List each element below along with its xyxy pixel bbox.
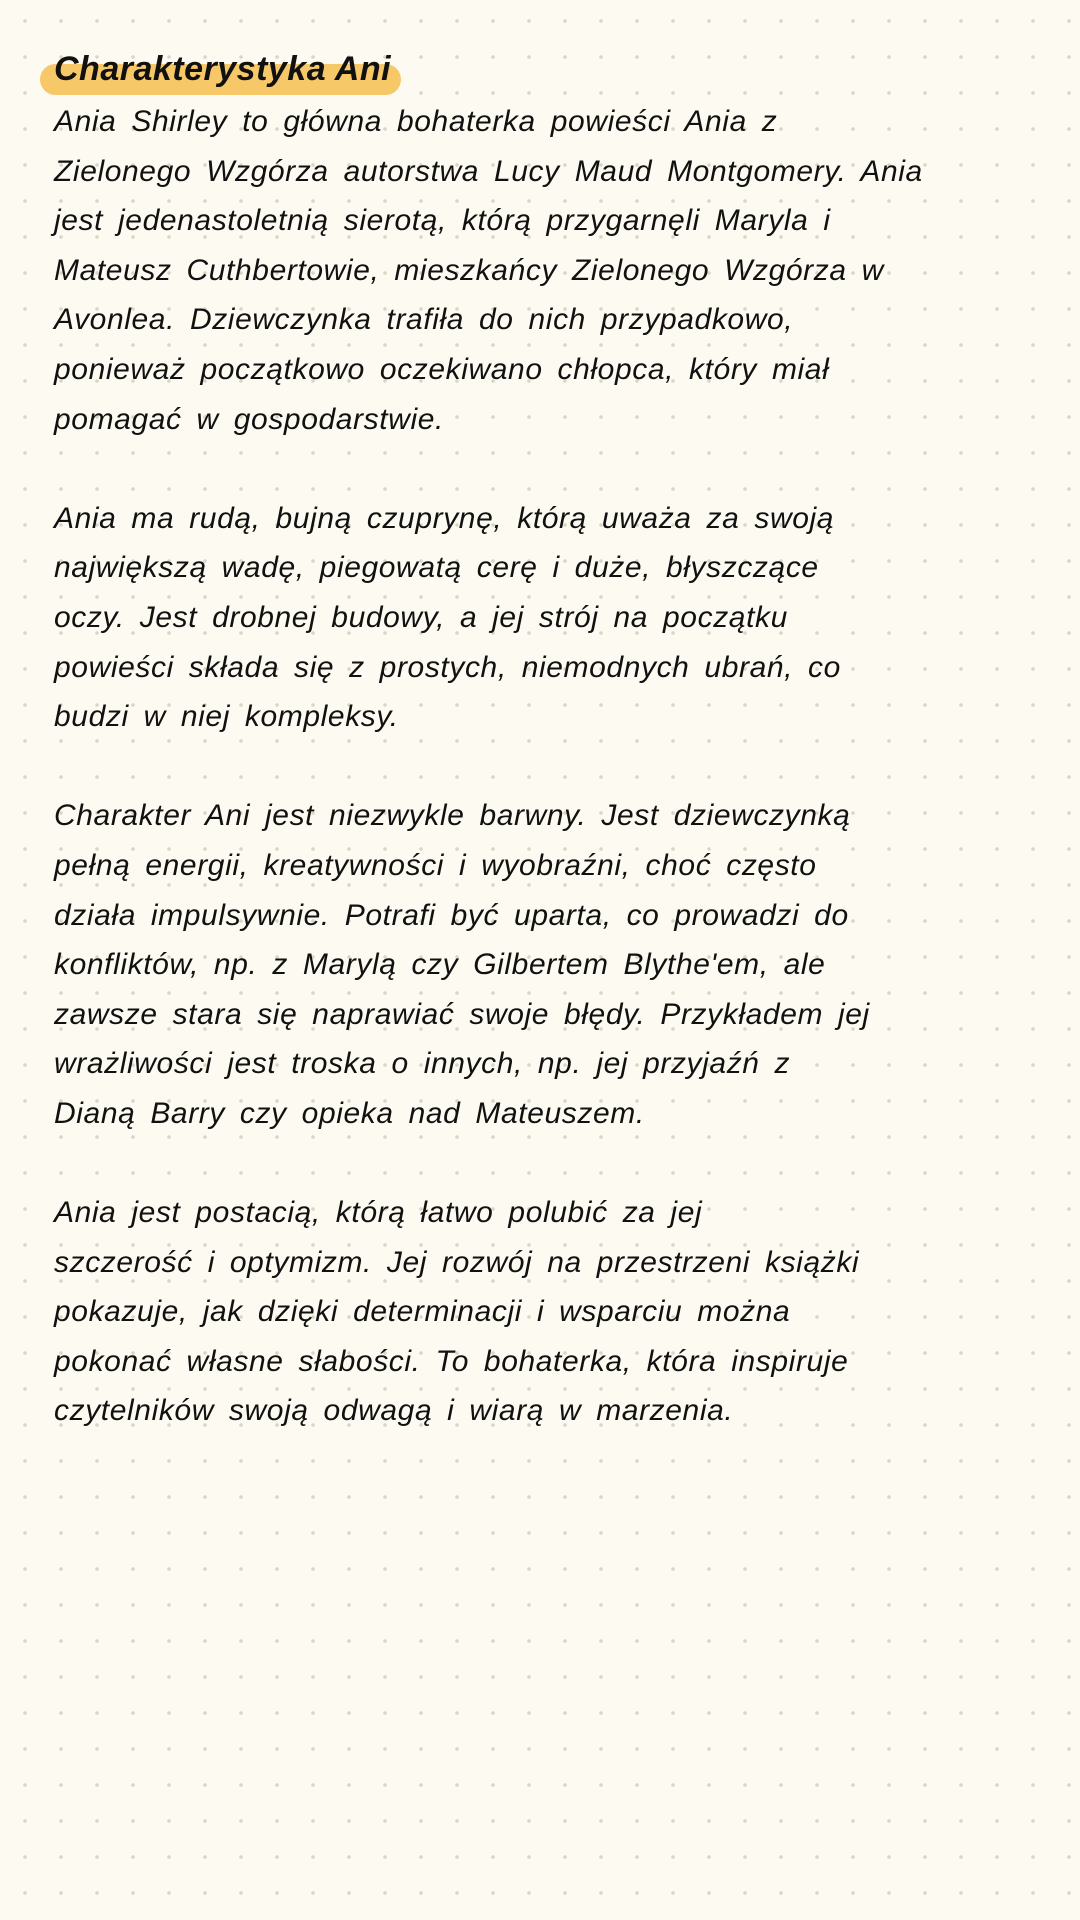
text-line: Ania ma rudą, bujną czuprynę, którą uważa za swoją <box>54 501 835 535</box>
text-line: Ania Shirley to główna bohaterka powieści Ania z <box>54 105 778 138</box>
paragraph <box>54 97 1054 444</box>
text-line: ponieważ początkowo oczekiwano chłopca, który miał <box>54 352 830 386</box>
page-title: Charakterystyka Ani <box>40 50 401 89</box>
text-line: szczerość i optymizm. Jej rozwój na przestrzeni książki <box>54 1245 860 1279</box>
text-line: zawsze stara się naprawiać swoje błędy. Przykładem jej <box>54 997 870 1031</box>
text-line: działa impulsywnie. Potrafi być uparta, co prowadzi do <box>54 898 849 932</box>
text-line: pomagać w gospodarstwie. <box>54 402 444 436</box>
paragraph <box>54 791 1054 1138</box>
text-line: powieści składa się z prostych, niemodnych ubrań, co <box>54 650 841 684</box>
text-line: konfliktów, np. z Marylą czy Gilbertem Blythe'em, ale <box>54 948 826 982</box>
text-line: Zielonego Wzgórza autorstwa Lucy Maud Montgomery. Ania <box>54 154 923 188</box>
title-container <box>40 50 401 89</box>
text-line: pokazuje, jak dzięki determinacji i wsparciu można <box>54 1295 791 1329</box>
text-line: Ania jest postacią, którą łatwo polubić za jej <box>54 1196 703 1230</box>
text-line: budzi w niej kompleksy. <box>54 700 399 734</box>
text-line: wrażliwości jest troska o innych, np. jej przyjaźń z <box>54 1047 791 1081</box>
text-line: Charakter Ani jest niezwykle barwny. Jest dziewczynką <box>54 799 851 833</box>
text-line: oczy. Jest drobnej budowy, a jej strój na początku <box>54 600 788 634</box>
text-line: czytelników swoją odwagą i wiarą w marzenia. <box>54 1394 734 1428</box>
text-line: Avonlea. Dziewczynka trafiła do nich przypadkowo, <box>54 303 794 337</box>
text-line: jest jedenastoletnią sierotą, którą przygarnęli Maryla i <box>54 204 831 238</box>
paragraph <box>54 1188 1054 1436</box>
text-line: Dianą Barry czy opieka nad Mateuszem. <box>54 1096 645 1130</box>
text-line: pełną energii, kreatywności i wyobraźni, choć często <box>54 848 817 882</box>
document-body <box>54 97 1054 1486</box>
text-line: Mateusz Cuthbertowie, mieszkańcy Zielonego Wzgórza w <box>54 253 884 287</box>
paragraph <box>54 494 1054 742</box>
text-line: największą wadę, piegowatą cerę i duże, błyszczące <box>54 551 819 585</box>
text-line: pokonać własne słabości. To bohaterka, która inspiruje <box>54 1344 849 1378</box>
